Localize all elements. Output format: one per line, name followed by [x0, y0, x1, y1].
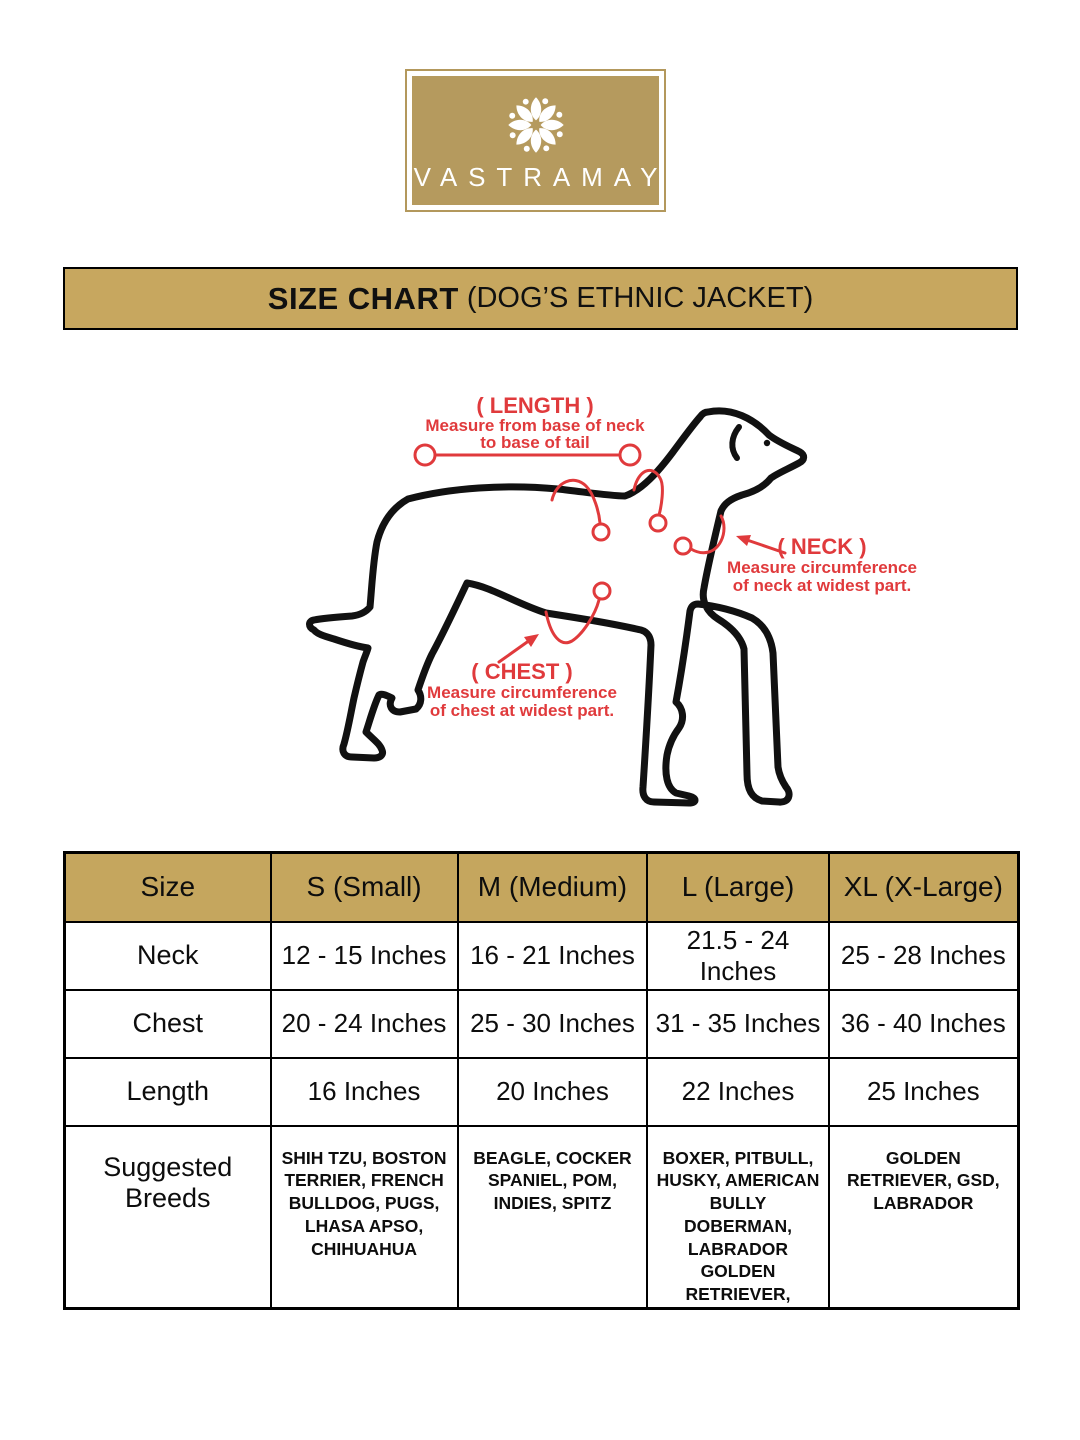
chest-small: 20 - 24 Inches: [271, 990, 458, 1058]
row-label-chest: Chest: [65, 990, 271, 1058]
length-line2: to base of tail: [480, 433, 590, 452]
table-row-length: [65, 1058, 1019, 1126]
chest-xlarge: 36 - 40 Inches: [829, 990, 1019, 1058]
breeds-small: SHIH TZU, BOSTON TERRIER, FRENCH BULLDOG, PUGS, LHASA APSO, CHIHUAHUA: [271, 1126, 458, 1309]
length-title: ( LENGTH ): [476, 393, 594, 418]
dog-eye-dot: [764, 440, 770, 446]
neck-title: ( NECK ): [777, 534, 867, 559]
chest-title: ( CHEST ): [471, 659, 573, 684]
col-header-xlarge: XL (X-Large): [829, 853, 1019, 922]
neck-line1: Measure circumference: [727, 558, 917, 577]
chest-line1: Measure circumference: [427, 683, 617, 702]
length-end-circle-left: [415, 445, 435, 465]
row-label-neck: Neck: [65, 922, 271, 990]
chest-arrowhead: [524, 634, 539, 647]
neck-medium: 16 - 21 Inches: [458, 922, 648, 990]
neck-small: 12 - 15 Inches: [271, 922, 458, 990]
table-row-neck: [65, 922, 1019, 990]
neck-arrowhead: [736, 535, 751, 546]
floral-star-logo-icon: [503, 92, 569, 158]
length-end-circle-right: [620, 445, 640, 465]
chest-line2: of chest at widest part.: [429, 701, 615, 720]
neck-large: 21.5 - 24 Inches: [647, 922, 828, 990]
breeds-large: BOXER, PITBULL, HUSKY, AMERICAN BULLY DOBERMAN, LABRADOR GOLDEN RETRIEVER,: [647, 1126, 828, 1309]
table-row-breeds: [65, 1126, 1019, 1309]
neck-line2: of neck at widest part.: [732, 576, 912, 595]
dog-measurement-diagram: [280, 390, 960, 830]
row-label-breeds: Suggested Breeds: [65, 1126, 271, 1309]
size-table: [63, 851, 1020, 1310]
length-large: 22 Inches: [647, 1058, 828, 1126]
dog-outline-drawing: [310, 411, 804, 803]
row-label-length: Length: [65, 1058, 271, 1126]
chest-large: 31 - 35 Inches: [647, 990, 828, 1058]
col-header-large: L (Large): [647, 853, 828, 922]
chest-medium: 25 - 30 Inches: [458, 990, 648, 1058]
col-header-size: Size: [65, 853, 271, 922]
table-row-chest: [65, 990, 1019, 1058]
size-chart-banner: [63, 267, 1018, 330]
col-header-small: S (Small): [271, 853, 458, 922]
banner-subtitle: (DOG’S ETHNIC JACKET): [458, 282, 814, 314]
length-medium: 20 Inches: [458, 1058, 648, 1126]
brand-logo-box: [405, 69, 669, 212]
dog-body-outline: [310, 411, 804, 803]
breeds-medium: BEAGLE, COCKER SPANIEL, POM, INDIES, SPITZ: [458, 1126, 648, 1309]
length-small: 16 Inches: [271, 1058, 458, 1126]
length-xlarge: 25 Inches: [829, 1058, 1019, 1126]
banner-title: SIZE CHART: [267, 280, 459, 316]
neck-xlarge: 25 - 28 Inches: [829, 922, 1019, 990]
brand-name: VASTRAMAY: [413, 161, 669, 192]
length-line1: Measure from base of neck: [425, 416, 645, 435]
breeds-xlarge: GOLDEN RETRIEVER, GSD, LABRADOR: [829, 1126, 1019, 1309]
table-header-row: [65, 853, 1019, 922]
brand-logo-inner: [412, 76, 669, 205]
col-header-medium: M (Medium): [458, 853, 648, 922]
